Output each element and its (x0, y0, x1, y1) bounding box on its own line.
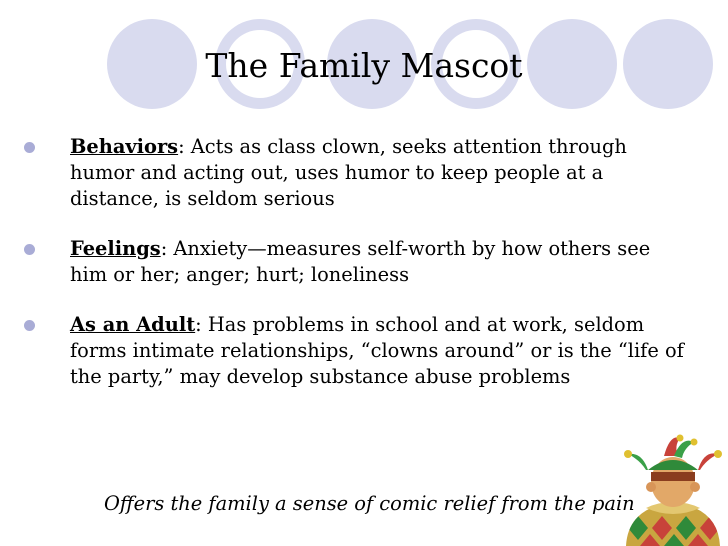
bullet-as-an-adult (24, 312, 684, 390)
bullet-behaviors (24, 134, 684, 212)
bullet-list (24, 134, 684, 390)
jester-icon (618, 430, 728, 546)
bullet-term: Feelings (70, 237, 161, 260)
bullet-text: : Anxiety—measures self-worth by how others see him or her; anger; hurt; loneliness (70, 237, 651, 286)
bullet-term: As an Adult (70, 313, 196, 336)
slide-title: The Family Mascot (205, 46, 523, 85)
bullet-term: Behaviors (70, 135, 179, 158)
bullet-dot-icon (24, 320, 35, 331)
bullet-feelings (24, 236, 684, 288)
bullet-text: : Has problems in school and at work, seldom forms intimate relationships, “clowns around” or is the “life of the party,” may develop substance abuse problems (70, 313, 684, 388)
bullet-text: : Acts as class clown, seeks attention through humor and acting out, uses humor to keep people at a distance, is seldom serious (70, 135, 627, 210)
bullet-dot-icon (24, 244, 35, 255)
bullet-dot-icon (24, 142, 35, 153)
slide-tagline: Offers the family a sense of comic relief from the pain (104, 492, 635, 515)
